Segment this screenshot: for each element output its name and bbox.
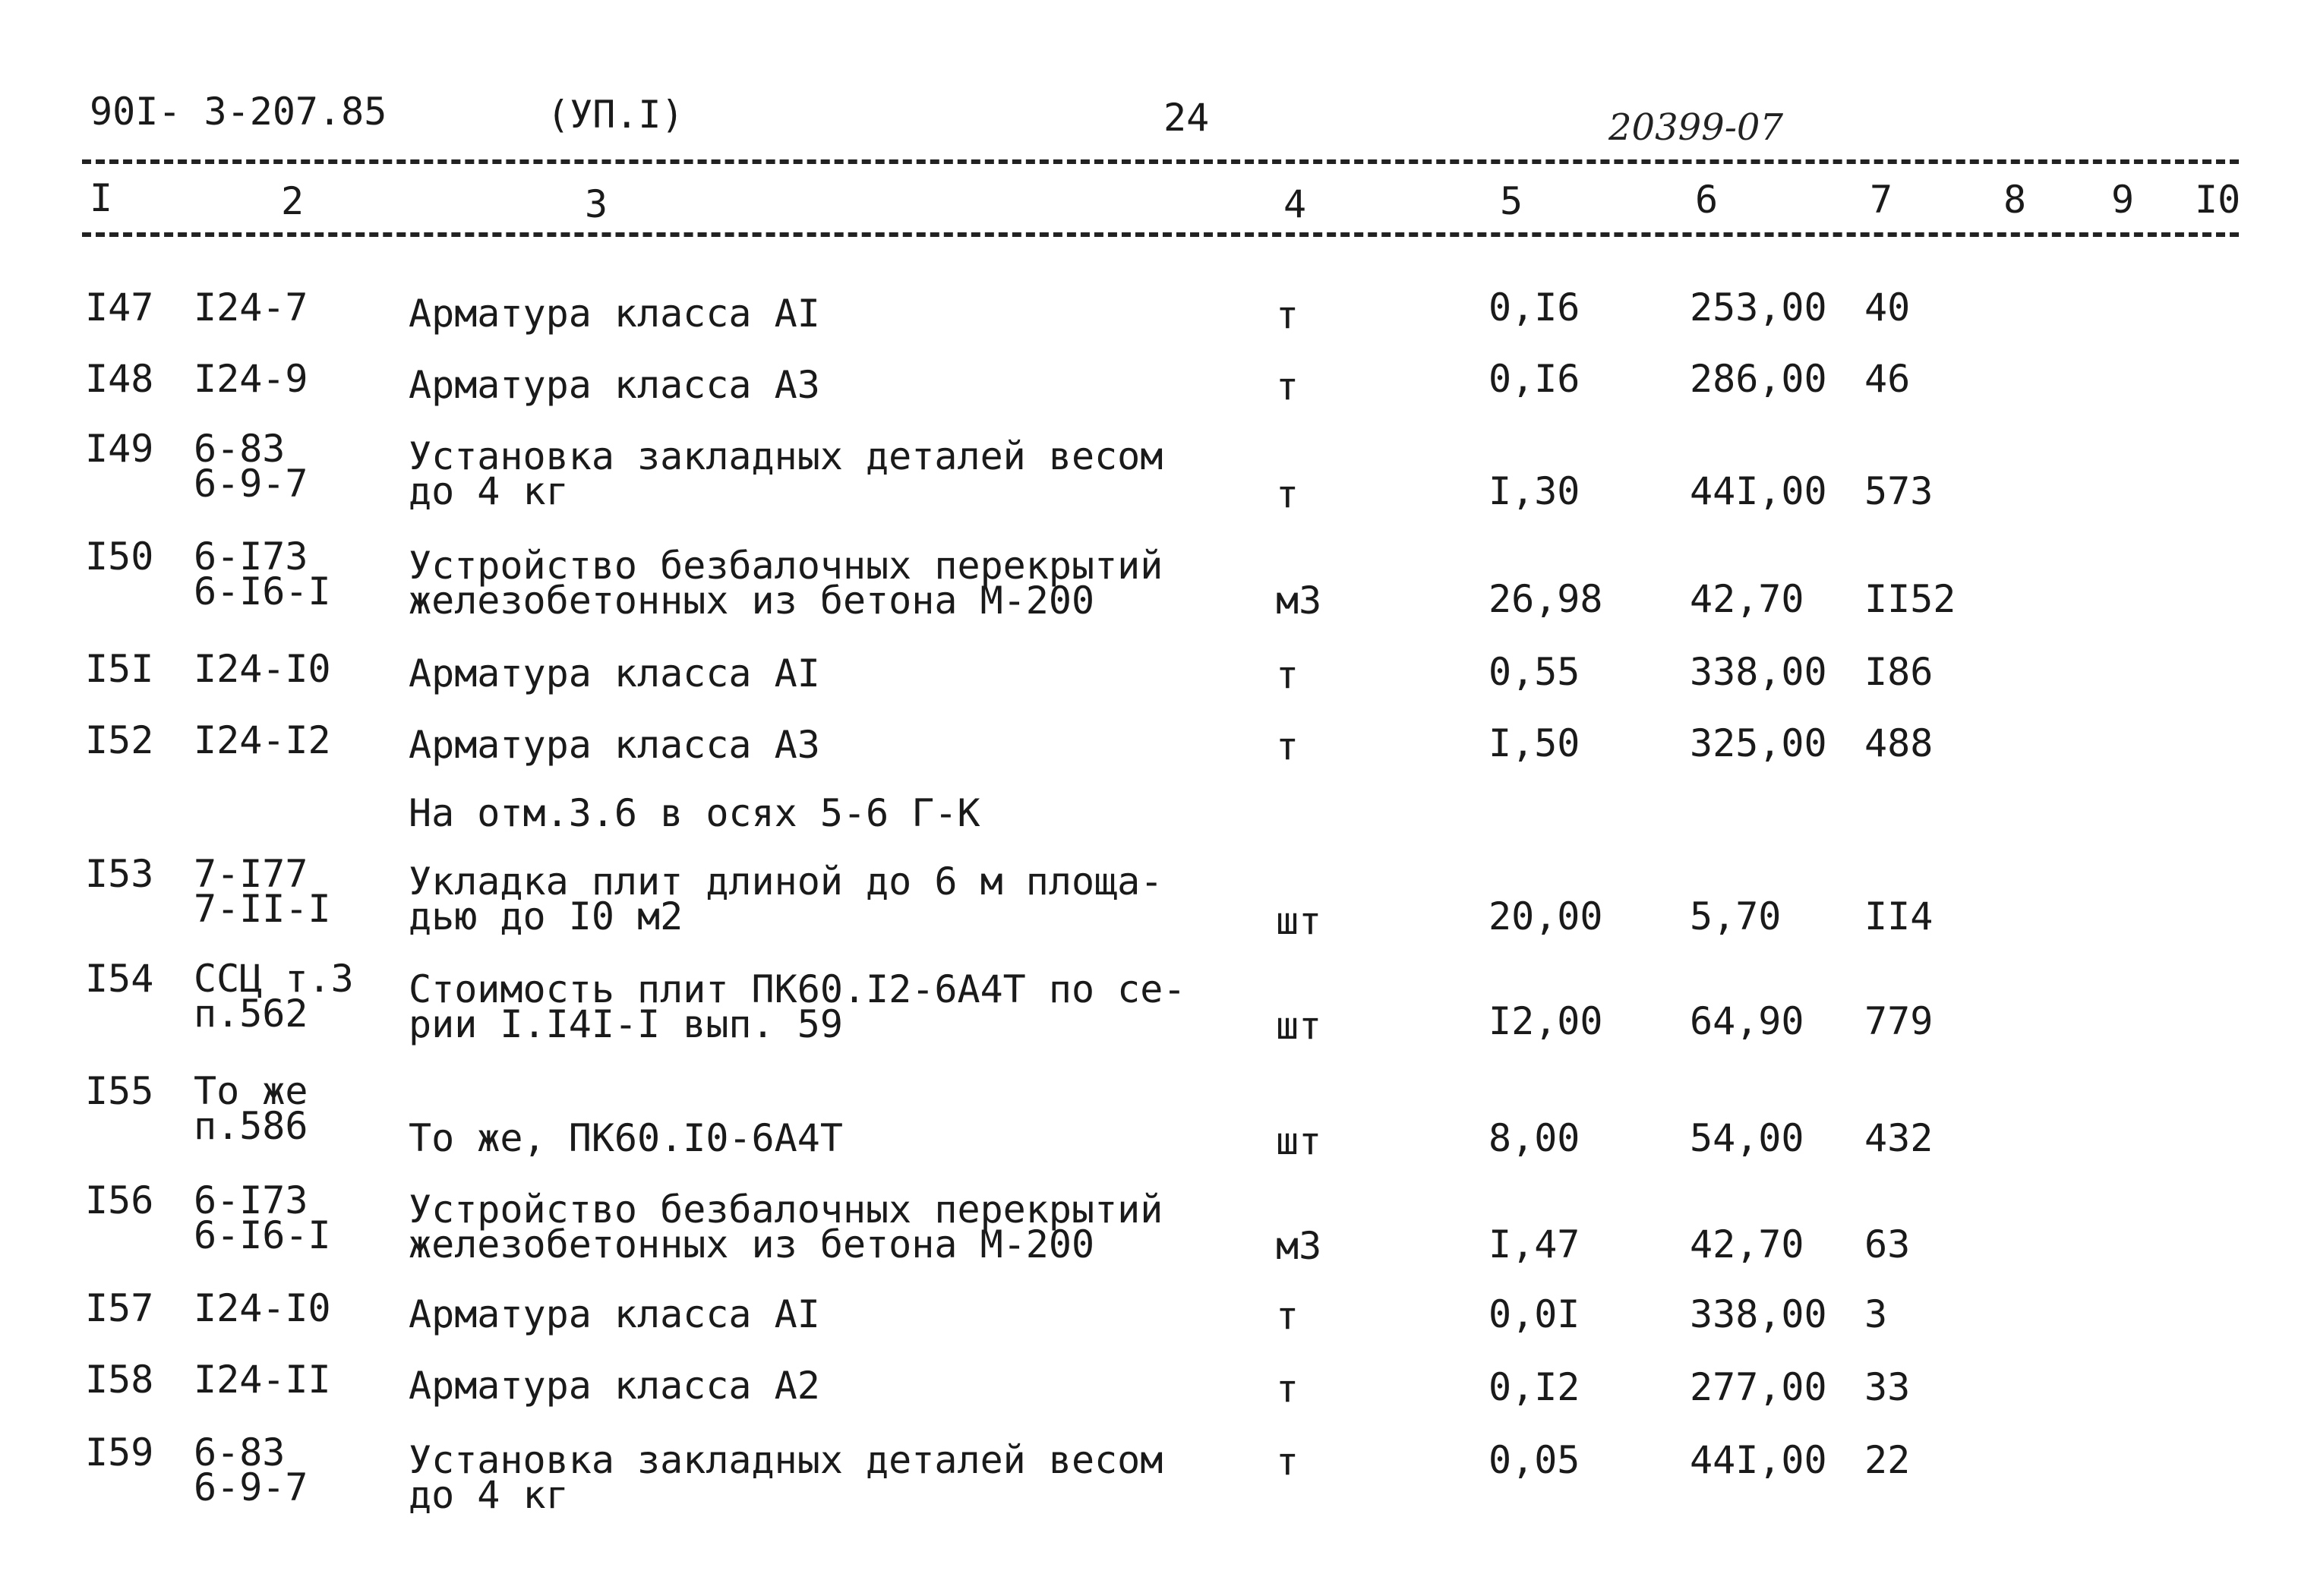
table-row [0,357,2314,408]
rate-code: 6-83 6-9-7 [194,427,308,506]
col-number-10: I0 [2195,178,2241,222]
rate-code: I24-I0 [194,1286,331,1330]
total-cost: 40 [1864,285,1911,330]
work-description: Стоимость плит ПК60.I2-6А4Т по се- рии I.I4I-I вып. 59 [409,967,1186,1046]
rate-code: ССЦ т.3 п.562 [194,957,354,1036]
unit-price: 42,70 [1690,577,1804,621]
table-row [0,718,2314,768]
work-description: Устройство безбалочных перекрытий железобетонных из бетона М-200 [409,544,1163,623]
row-number: I57 [85,1286,154,1330]
quantity: 26,98 [1488,577,1603,621]
rate-code: 6-I73 6-I6-I [194,535,331,613]
row-number: I56 [85,1178,154,1222]
total-cost: 432 [1864,1116,1934,1160]
inventory-stamp: 20399-07 [1608,106,1783,149]
rate-code: I24-I0 [194,647,331,691]
col-number-5: 5 [1500,179,1523,223]
row-number: I55 [85,1069,154,1113]
work-description: Арматура класса AI [409,651,820,695]
total-cost: 46 [1864,357,1911,401]
rate-code: I24-9 [194,357,308,401]
page-number: 24 [1163,96,1210,140]
row-number: I54 [85,957,154,1001]
rate-code: 7-I77 7-II-I [194,852,331,931]
table-row [0,1069,2314,1163]
table-row [0,285,2314,337]
unit: т [1276,472,1299,516]
document-code: 90I- 3-207.85 [90,90,387,134]
unit-price: 253,00 [1690,285,1827,330]
quantity: 0,I2 [1488,1365,1580,1409]
work-description: Устройство безбалочных перекрытий железобетонных из бетона М-200 [409,1188,1163,1266]
col-number-8: 8 [2003,178,2027,222]
quantity: 8,00 [1488,1116,1580,1160]
unit-price: 286,00 [1690,357,1827,401]
unit: т [1276,1367,1299,1411]
quantity: I,50 [1488,721,1580,765]
row-number: I52 [85,718,154,762]
row-number: I50 [85,535,154,579]
col-number-3: 3 [585,182,608,226]
table-row [0,427,2314,516]
quantity: 0,I6 [1488,285,1580,330]
quantity: I,47 [1488,1222,1580,1266]
unit: т [1276,293,1299,337]
row-number: I58 [85,1358,154,1402]
unit: т [1276,653,1299,697]
row-number: I49 [85,427,154,471]
table-row [0,1358,2314,1411]
unit-price: 42,70 [1690,1222,1804,1266]
unit: т [1276,1440,1299,1484]
total-cost: 573 [1864,469,1934,513]
rate-code: 6-I73 6-I6-I [194,1178,331,1257]
unit-price: 64,90 [1690,999,1804,1043]
unit: шт [1276,1004,1322,1048]
rate-code: 6-83 6-9-7 [194,1430,308,1509]
work-description: То же, ПК60.I0-6А4Т [409,1116,843,1160]
unit-price: 338,00 [1690,1292,1827,1336]
table-row [0,1430,2314,1517]
total-cost: 22 [1864,1438,1911,1482]
col-number-7: 7 [1870,178,1893,222]
row-number: I48 [85,357,154,401]
work-description: Установка закладных деталей весом до 4 кг [409,1438,1163,1517]
work-description: Арматура класса AI [409,1292,820,1336]
row-number: I53 [85,852,154,896]
unit: т [1276,724,1299,768]
table-row [0,957,2314,1048]
table-row [0,1178,2314,1268]
quantity: 0,0I [1488,1292,1580,1336]
total-cost: II52 [1864,577,1956,621]
unit: т [1276,364,1299,408]
unit-price: 277,00 [1690,1365,1827,1409]
unit: шт [1276,899,1322,943]
work-description: Арматура класса A2 [409,1364,820,1408]
row-number: I59 [85,1430,154,1475]
work-description: Укладка плит длиной до 6 м площа- дью до I0 м2 [409,860,1163,938]
unit-price: 325,00 [1690,721,1827,765]
unit: шт [1276,1119,1322,1163]
work-description: Арматура класса AI [409,292,820,336]
table-row [0,647,2314,697]
quantity: I,30 [1488,469,1580,513]
section-heading: На отм.3.6 в осях 5-6 Г-К [409,791,980,835]
total-cost: 3 [1864,1292,1888,1336]
unit-price: 5,70 [1690,894,1782,938]
work-description: Установка закладных деталей весом до 4 кг [409,434,1163,513]
col-number-4: 4 [1283,182,1307,226]
table-row [0,1286,2314,1338]
quantity: 20,00 [1488,894,1603,938]
rate-code: I24-7 [194,285,308,330]
total-cost: 779 [1864,999,1934,1043]
unit-price: 44I,00 [1690,469,1827,513]
total-cost: II4 [1864,894,1934,938]
rate-code: I24-II [194,1358,331,1402]
total-cost: I86 [1864,650,1934,694]
col-number-2: 2 [281,179,305,223]
unit-price: 338,00 [1690,650,1827,694]
unit: т [1276,1294,1299,1338]
document-ref: (УП.I) [547,93,684,137]
work-description: Арматура класса A3 [409,363,820,407]
col-number-6: 6 [1695,178,1719,222]
work-description: Арматура класса A3 [409,723,820,767]
col-number-1: I [90,176,113,220]
quantity: 0,55 [1488,650,1580,694]
total-cost: 33 [1864,1365,1911,1409]
quantity: 0,05 [1488,1438,1580,1482]
total-cost: 488 [1864,721,1934,765]
unit-price: 44I,00 [1690,1438,1827,1482]
rate-code: I24-I2 [194,718,331,762]
table-row [0,535,2314,623]
unit: м3 [1276,1224,1322,1268]
header-top-rule [82,159,2239,164]
total-cost: 63 [1864,1222,1911,1266]
header-bottom-rule [82,232,2239,237]
quantity: 0,I6 [1488,357,1580,401]
col-number-9: 9 [2111,178,2135,222]
row-number: I47 [85,285,154,330]
row-number: I5I [85,647,154,691]
table-row [0,852,2314,943]
unit: м3 [1276,579,1322,623]
quantity: I2,00 [1488,999,1603,1043]
unit-price: 54,00 [1690,1116,1804,1160]
section-heading-row [0,791,2314,835]
rate-code: То же п.586 [194,1069,308,1148]
